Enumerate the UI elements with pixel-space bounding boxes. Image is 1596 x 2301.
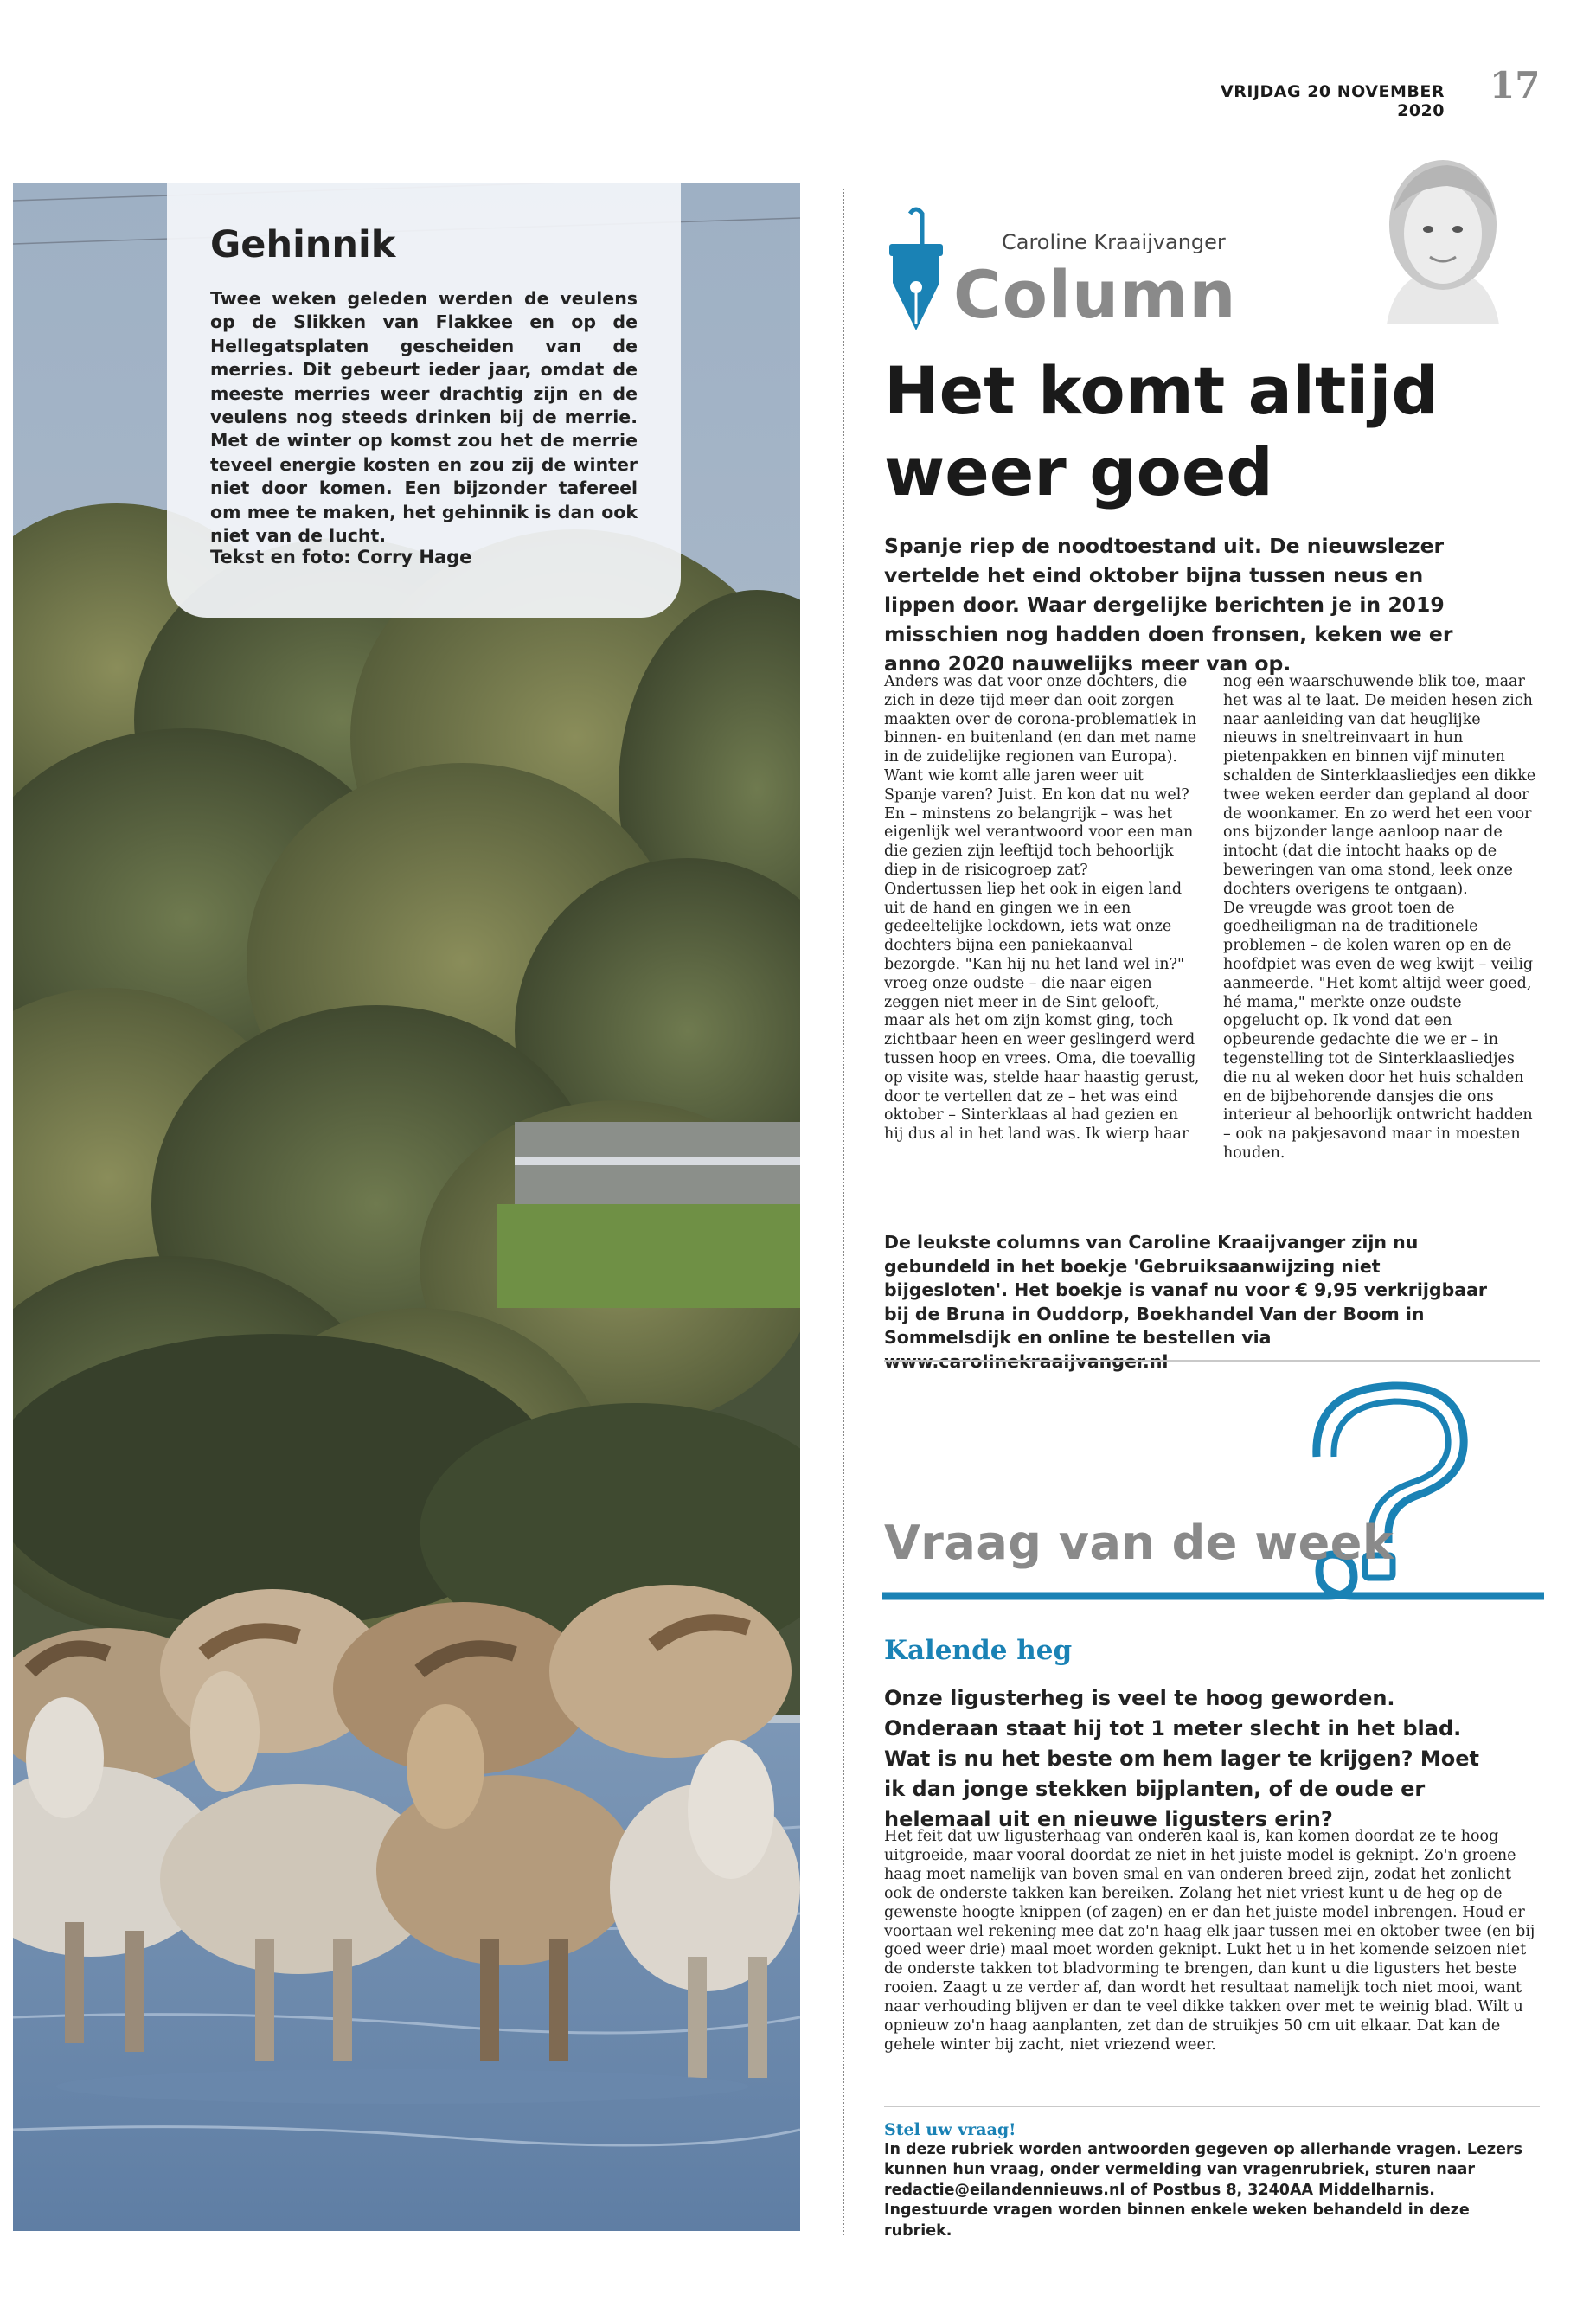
column-paragraph: De vreugde was groot toen de goedheiligman na de traditionele problemen – de kolen waren op en de hoofdpiet was even de weg kwijt – veilig aanmeerde. "Het komt altijd weer goed, hé mama," merkte onze oudste opgelucht op. Ik vond dat een opbeurende gedachte die we er – in tegenstelling tot de Sinterklaasliedjes die nu al weken door het huis schalden en de bijbehorende dansjes die ons interieur al behoorlijk ontwricht hadden – ook na pakjesavond maar in moesten houden. bbox=[1223, 899, 1534, 1162]
gehinnik-body: Twee weken geleden werden de veulens op de Slikken van Flakkee en op de Hellegatsplaten gescheiden van de merries. Dit gebeurt ieder jaar, omdat de meeste merries weer drachtig zijn en de veulens nog steeds drinken bij de merrie. Met de winter op komst zou het de merrie teveel energie kosten en zou zij de winter niet door komen. Een bijzonder tafereel om mee te maken, het gehinnik is dan ook niet van de lucht. bbox=[210, 288, 638, 547]
answer-text: Het feit dat uw ligusterhaag van onderen kaal is, kan komen doordat ze te hoog uitgroeide, maar vooral doordat ze niet in het juiste model is geknipt. Zo'n groene haag moet namelijk van boven smal en van onderen breed zijn, zodat het zonlicht ook de onderste takken kan bereiken. Zolang het niet vriest kunt u de heg op de gewenste hoogte knippen (of zagen) en er dan het juiste model inbrengen. Houd er voortaan wel rekening mee dat zo'n haag elk jaar tussen mei en oktober twee (en bij goed weer drie) maal moet worden geknipt. Lukt het u in het komende seizoen niet de onderste takken tot bladvorming te brengen, dan kunt u die ligusters het beste rooien. Zaagt u ze verder af, dan wordt het resultaat namelijk toch niet mooi, want naar verhouding blijven er dan te veel dikke takken over met te weinig blad. Wilt u opnieuw zo'n haag aanplanten, zet dan de struikjes 50 cm uit elkaar. Dat kan de gehele winter bij zacht, niet vriezend weer. bbox=[884, 1828, 1535, 2054]
gehinnik-caption-box bbox=[167, 183, 681, 618]
column-paragraph: nog een waarschuwende blik toe, maar het was al te laat. De meiden hesen zich naar aanleiding van dat heuglijke nieuws in sneltreinvaart in hun pietenpakken en binnen vijf minuten schalden de Sinterklaasliedjes een dikke twee weken eerder dan gepland al door de woonkamer. En zo werd het een voor ons bijzonder lange aanloop naar de intocht (dat die intocht haaks op de beweringen van oma stond, leek onze dochters overigens te ontgaan). bbox=[1223, 673, 1536, 898]
fountain-pen-icon bbox=[884, 205, 948, 338]
book-promo: De leukste columns van Caroline Kraaijvanger zijn nu gebundeld in het boekje 'Gebruiksaanwijzing niet bijgesloten'. Het boekje is vanaf nu voor € 9,95 verkrijgbaar bij de Bruna in Ouddorp, Boekhandel Van der Boom in Sommelsdijk en online te bestellen via www.carolinekraaijvanger.nl bbox=[884, 1232, 1488, 1372]
reader-question: Onze ligusterheg is veel te hoog geworden. Onderaan staat hij tot 1 meter slecht in het blad. Wat is nu het beste om hem lager te krijgen? Moet ik dan jonge stekken bijplanten, of de oude er helemaal uit en nieuwe ligusters erin? bbox=[884, 1686, 1480, 1831]
column-paragraph: Anders was dat voor onze dochters, die zich in deze tijd meer dan ooit zorgen maakten over de corona-problematiek in binnen- en buitenland (en dan met name in de zuidelijke regionen van Europa). Want wie komt alle jaren weer uit Spanje varen? Juist. En kon dat nu wel? En – minstens zo belangrijk – was het eigenlijk wel verantwoord voor een man die gezien zijn leeftijd toch behoorlijk diep in de risicogroep zat? bbox=[884, 673, 1197, 879]
question-subtitle: Kalende heg bbox=[884, 1635, 1073, 1666]
stel-uw-vraag-title: Stel uw vraag! bbox=[884, 2120, 1016, 2139]
vraag-van-de-week-title: Vraag van de week bbox=[884, 1516, 1394, 1570]
column-body-left bbox=[884, 673, 1200, 1144]
column-author: Caroline Kraaijvanger bbox=[1002, 230, 1226, 254]
section-rule bbox=[884, 2106, 1540, 2107]
column-intro: Spanje riep de noodtoestand uit. De nieuwslezer vertelde het eind oktober bijna tussen neus en lippen door. Waar dergelijke berichten je in 2019 misschien nog hadden doen fronsen, keken we er anno 2020 nauwelijks meer van op. bbox=[884, 534, 1453, 676]
header-date: VRIJDAG 20 NOVEMBER 2020 bbox=[1221, 82, 1445, 120]
column-paragraph: Ondertussen liep het ook in eigen land uit de hand en gingen we in een gedeeltelijke lockdown, iets wat onze dochters bijna een paniekaanval bezorgde. "Kan hij nu het land wel in?" vroeg onze oudste – die naar eigen zeggen niet meer in de Sint gelooft, maar als het om zijn komst ging, toch zichtbaar heen en weer geslingerd werd tussen hoop en vrees. Oma, die toevallig op visite was, stelde haar haastig gerust, door te vertellen dat ze – het was eind oktober – Sinterklaas al had gezien en hij dus al in het land was. Ik wierp haar bbox=[884, 880, 1200, 1144]
column-divider bbox=[843, 189, 844, 2235]
page-number: 17 bbox=[1490, 64, 1541, 106]
column-headline: Het komt altijd weer goed bbox=[884, 352, 1439, 510]
author-portrait bbox=[1369, 151, 1516, 328]
section-rule bbox=[884, 1360, 1540, 1362]
column-body-right bbox=[1223, 673, 1539, 1163]
gehinnik-credit: Tekst en foto: Corry Hage bbox=[210, 547, 472, 567]
column-label: Column bbox=[953, 256, 1237, 333]
stel-uw-vraag-body: In deze rubriek worden antwoorden gegeven op allerhande vragen. Lezers kunnen hun vraag, onder vermelding van vragenrubriek, sturen naar redactie@eilandennieuws.nl of Postbus 8, 3240AA Middelharnis. Ingestuurde vragen worden binnen enkele weken behandeld in deze rubriek. bbox=[884, 2141, 1522, 2240]
gehinnik-title: Gehinnik bbox=[210, 223, 396, 266]
question-mark-icon bbox=[882, 1374, 1544, 1611]
